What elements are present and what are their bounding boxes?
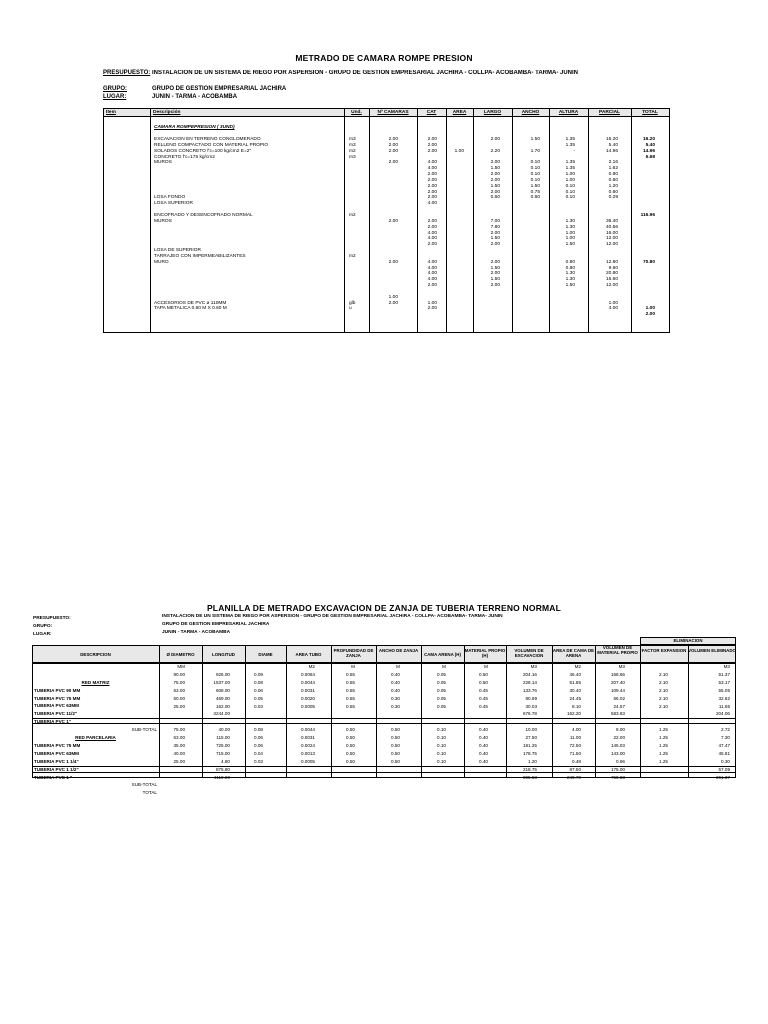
description-row: RED PARCELARIA (75, 735, 116, 741)
description-row: TUBERIA PVC 75 MM (34, 742, 81, 748)
column2-diametro: MM 90.00 75.00 63.00 50.00 25.00 75.00 63.00 35.00 40.00 25.00 (173, 664, 185, 764)
header-descripcion: Descripción (153, 110, 181, 115)
header-item: Item (106, 110, 116, 115)
description-row: RED MATRIZ (81, 679, 110, 685)
column2-profundidad: M 0.55 0.55 0.55 0.55 0.55 0.50 0.50 0.50 0.50 0.50 (346, 664, 355, 764)
column-largo: 2.00 2.20 2.00 1.50 2.00 2.00 1.50 2.00 0.60 7.00 7.80 2.00 1.50 2.00 2.00 1.50 2.00 1.50 2.00 (490, 137, 500, 289)
header2-vol-excavacion: VOLUMEN DE EXCAVACION (514, 648, 544, 658)
header2-vol-eliminado: VOLUMEN ELIMINADO (688, 648, 736, 653)
header2-profundidad: PROFUNDIDAD DE ZANJA (333, 648, 374, 658)
presupuesto2-value: INSTALACION DE UN SISTEMA DE RIEGO POR ASPERSION - GRUPO DE GESTION EMPRESARIAL JACHIRA - COLLPA- ACOBAMBA- TARMA- JUNIN (162, 614, 503, 619)
header-largo: LARGO (483, 110, 502, 115)
column2-factor: 2.10 2.10 2.10 2.10 2.10 1.25 1.25 1.25 1.25 1.25 (659, 671, 668, 764)
grupo-label: GRUPO: (103, 86, 127, 92)
lugar2-value: JUNIN - TARMA - ACOBAMBA (162, 630, 231, 635)
column-area: 1.00 (454, 148, 464, 154)
lugar2-label: LUGAR: (33, 632, 52, 637)
description-row: TUBERIA PVC 63MM (34, 703, 80, 709)
header2-factor: FACTOR EXPANSION (641, 648, 687, 653)
column2-ancho: M 0.40 0.40 0.40 0.30 0.30 0.50 0.50 0.50 0.50 0.50 (391, 664, 400, 764)
column-altura: 1.35 1.35 - 1.35 1.35 1.00 1.00 0.10 0.10 0.10 1.30 1.30 1.00 1.00 1.50 0.80 0.80 1.30 1.30 1.50 (565, 137, 575, 289)
header-cat: CAT (426, 110, 437, 115)
description-row: SUB-TOTAL (131, 727, 157, 733)
lugar-label: LUGAR: (103, 94, 127, 100)
page-title-metrado: METRADO DE CAMARA ROMPE PRESION (295, 53, 473, 63)
column-ancho: 1.50 1.70 0.10 0.10 0.10 0.10 1.50 0.75 0.60 (530, 137, 540, 201)
column2-vol-excavacion: M3 204.16 228.14 133.76 80.69 30.03 676.78 10.00 27.50 181.25 178.75 1.20 218.75 895.53 (522, 664, 537, 780)
column2-diame: 0.09 0.08 0.06 0.05 0.03 0.08 0.06 0.06 0.04 0.03 (254, 671, 263, 764)
header2-vol-material: VOLUMEN DE MATERIAL PROPIO (597, 645, 638, 655)
presupuesto-value: INSTALACION DE UN SISTEMA DE RIEGO POR ASPERSION - GRUPO DE GESTION EMPRESARIAL JACHIRA - COLLPA- ACOBAMBA- TARMA- JUNIN (152, 70, 579, 76)
grupo2-label: GRUPO: (33, 624, 53, 629)
section-label-camara: CAMARA ROMPEPRESION ( 3UND) (154, 125, 235, 130)
description-row: TUBERIA PVC 75 MM (34, 695, 81, 701)
header2-descripcion: DESCRIPCION (80, 652, 111, 657)
description-row: SUB-TOTAL (131, 782, 157, 788)
header-camaras: Nº CAMARAS (377, 110, 409, 115)
column2-cama: M 0.05 0.05 0.05 0.05 0.05 0.10 0.10 0.10 0.10 0.10 (437, 664, 446, 764)
column2-vol-material: M3 168.66 207.40 109.44 66.02 24.57 583.83 8.00 22.00 145.03 143.00 0.96 175.00 758.83 (610, 664, 625, 780)
header2-area-cama: AREA DE CAMA DE ARENA (552, 648, 595, 658)
page-title-planilla: PLANILLA DE METRADO EXCAVACION DE ZANJA DE TUBERIA TERRENO NORMAL (206, 603, 562, 613)
header2-longitud: LONGITUD (212, 652, 235, 657)
header-area: AREA (452, 110, 467, 115)
eliminacion-label: ELIMINACION (673, 638, 703, 643)
column2-descripcion (34, 663, 157, 813)
lugar-value: JUNIN - TARMA - ACOBAMBA (152, 94, 238, 100)
header2-ancho: ANCHO DE ZANJA (378, 648, 419, 653)
column-descripcion: EXCAVACION EN TERRENO CONGLOMERADO RELLENO COMPACTADO CON MATERIAL PROPIO SOLADOS CONCRETO f'c=100 kg/cm2 E=2" CONCRETO f'c=175 kg/cm2 MUROS LOSA FONDO LOSA SUPERIOR ENCOFRADO Y DESENCOFRADO NORMAL MUROS LOSA DE SUPERIOR TARRAJEO CON IMPERMEABILIZANTES MURO ACCESORIOS DE PVC ø 110MM TAPA METALICA 0.60 M X 0.60 M (154, 137, 269, 312)
planilla-table (32, 637, 736, 796)
column-cat: 2.00 2.00 2.00 4.00 4.00 2.00 2.00 2.00 2.00 2.00 4.00 2.00 2.00 4.00 4.00 2.00 4.00 4.00 4.00 4.00 2.00 1.00 2.00 (427, 137, 437, 312)
description-row: TUBERIA PVC 1 1/4" (34, 758, 79, 764)
column-camaras: 2.00 2.00 2.00 2.00 2.00 2.00 1.00 2.00 (388, 137, 398, 306)
column2-longitud: 926.00 1537.00 608.00 469.00 162.00 3244.00 40.00 115.00 725.00 715.00 4.80 875.80 4119.80 (213, 671, 230, 780)
description-row: TUBERIA PVC 11/2" (34, 711, 78, 717)
column-und: m3 m3 m2 m3 m2 m2 glb u (349, 137, 356, 312)
header2-material-propio: MATERIAL PROPIO (H) (464, 648, 506, 658)
header2-cama-arena: CAMA ARENA (H) (424, 652, 461, 657)
column-parcial: 16.20 5.40 14.96 2.16 1.62 0.80 0.60 1.20 0.60 0.29 36.40 40.56 16.00 12.00 12.00 12.80 9.60 20.80 15.60 12.00 1.00 4.00 (605, 137, 618, 312)
header-und: Und. (351, 110, 362, 115)
description-row: TUBERIA PVC 63MM (34, 750, 80, 756)
description-row: TUBERIA PVC 1 1/2" (34, 766, 79, 772)
header-ancho: ANCHO (521, 110, 540, 115)
column2-vol-eliminado: M3 51.37 53.17 55.05 32.82 11.65 204.06 2.72 7.30 47.47 45.81 0.30 57.09 261.37 (715, 664, 730, 780)
header-parcial: PARCIAL (599, 110, 620, 115)
description-row: TUBERIA PVC 1" (34, 719, 71, 725)
description-row: TUBERIA PVC 90 MM (34, 687, 81, 693)
column2-area-cama: M2 46.40 51.85 30.40 24.45 8.10 162.20 4.00 11.00 72.50 71.50 0.48 87.50 249.70 (566, 664, 581, 780)
header2-diame: DIAME (258, 652, 273, 657)
metrado-table (103, 108, 670, 333)
description-row: TOTAL (142, 790, 157, 796)
grupo2-value: GRUPO DE GESTION EMPRESARIAL JACHIRA (162, 622, 270, 627)
grupo-value: GRUPO DE GESTION EMPRESARIAL JACHIRA (152, 86, 287, 92)
header-altura: ALTURA (558, 110, 579, 115)
header-total: TOTAL (642, 110, 658, 115)
presupuesto2-label: PRESUPUESTO: (33, 616, 71, 621)
column2-area-tubo: M2 0.0064 0.0044 0.0031 0.0020 0.0005 0.0044 0.0031 0.0024 0.0013 0.0005 (300, 664, 315, 764)
header2-diametro: Ø DIAMETRO (166, 652, 195, 657)
presupuesto-label: PRESUPUESTO: (103, 70, 151, 76)
header2-area-tubo: AREA TUBO (295, 652, 322, 657)
description-row: TUBERIA PVC 1 " (34, 774, 73, 780)
column-total: 16.20 5.40 14.96 5.68 116.96 70.80 1.00 2.00 (640, 137, 655, 318)
column2-material: M 0.50 0.50 0.45 0.45 0.45 0.40 0.40 0.40 0.40 0.40 (479, 664, 488, 764)
